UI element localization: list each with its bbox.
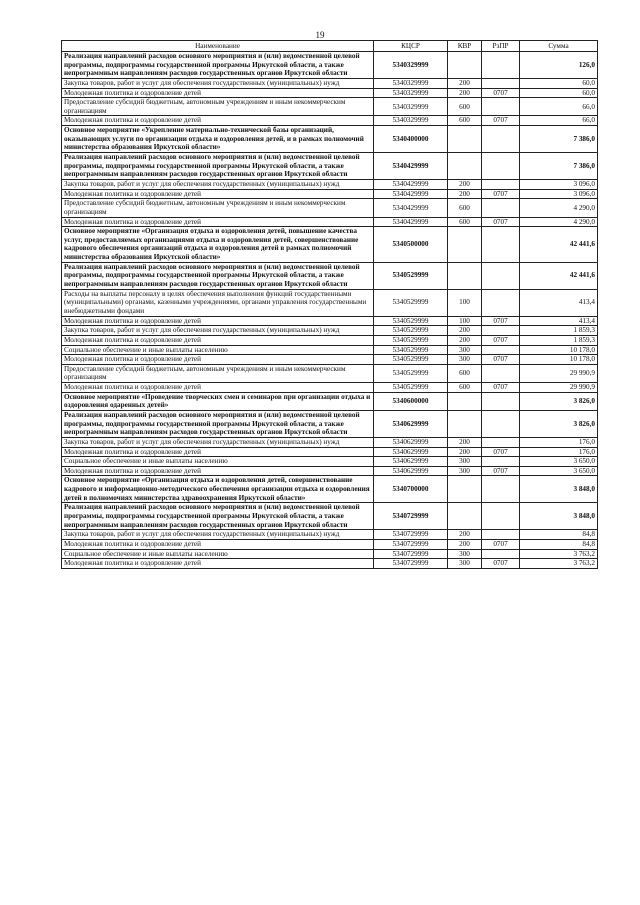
cell-kvr: 200	[448, 335, 482, 345]
cell-kcsr: 5340329999	[374, 78, 448, 88]
cell-name: Молодежная политика и оздоровление детей	[62, 466, 374, 476]
cell-rzpr: 0707	[482, 335, 520, 345]
cell-kvr: 100	[448, 289, 482, 316]
cell-sum: 413,4	[520, 289, 598, 316]
cell-kcsr: 5340729999	[374, 549, 448, 559]
cell-sum: 60,0	[520, 78, 598, 88]
cell-kcsr: 5340529999	[374, 355, 448, 365]
header-name: Наименование	[62, 41, 374, 52]
table-row	[62, 189, 598, 199]
cell-name: Молодежная политика и оздоровление детей	[62, 539, 374, 549]
cell-name: Молодежная политика и оздоровление детей	[62, 116, 374, 126]
table-row	[62, 88, 598, 98]
cell-rzpr	[482, 345, 520, 355]
cell-name: Основное мероприятие «Проведение творческих смен и семинаров при организации отдыха и оздоровления одаренных детей»	[62, 392, 374, 410]
cell-rzpr	[482, 392, 520, 410]
cell-rzpr	[482, 530, 520, 540]
cell-kvr: 200	[448, 189, 482, 199]
cell-kcsr: 5340429999	[374, 217, 448, 227]
cell-kcsr: 5340429999	[374, 199, 448, 217]
cell-sum: 126,0	[520, 52, 598, 79]
cell-sum: 4 290,0	[520, 199, 598, 217]
cell-name: Предоставление субсидий бюджетным, автономным учреждениям и иным некоммерческим организациям	[62, 98, 374, 116]
cell-rzpr: 0707	[482, 559, 520, 569]
cell-kvr: 300	[448, 466, 482, 476]
cell-name: Молодежная политика и оздоровление детей	[62, 335, 374, 345]
cell-kvr: 200	[448, 326, 482, 336]
table-row	[62, 437, 598, 447]
cell-kvr: 600	[448, 383, 482, 393]
table-row	[62, 345, 598, 355]
cell-kcsr: 5340529999	[374, 345, 448, 355]
cell-rzpr: 0707	[482, 217, 520, 227]
cell-rzpr: 0707	[482, 539, 520, 549]
cell-sum: 1 859,3	[520, 335, 598, 345]
header-rzpr: РзПР	[482, 41, 520, 52]
cell-sum: 1 859,3	[520, 326, 598, 336]
cell-kcsr: 5340629999	[374, 410, 448, 437]
cell-kvr: 200	[448, 447, 482, 457]
table-row	[62, 559, 598, 569]
cell-rzpr	[482, 326, 520, 336]
cell-kvr: 600	[448, 364, 482, 382]
cell-sum: 4 290,0	[520, 217, 598, 227]
cell-kcsr: 5340329999	[374, 116, 448, 126]
table-header-row	[62, 41, 598, 52]
table-row	[62, 326, 598, 336]
cell-kvr	[448, 126, 482, 153]
cell-name: Расходы на выплаты персоналу в целях обеспечения выполнения функций государственными (муниципальными) органами, казенными учреждениями, органами управления государственными внебюджетными фондами	[62, 289, 374, 316]
table-row	[62, 289, 598, 316]
cell-sum: 3 096,0	[520, 189, 598, 199]
cell-sum: 84,8	[520, 530, 598, 540]
cell-name: Основное мероприятие «Организация отдыха и оздоровления детей, повышение качества услуг, предоставляемых организациями отдыха и оздоровления детей, совершенствование кадрового обеспечения организаций отдыха и оздоровления детей в рамках полномочий министерства образования Иркутской области»	[62, 227, 374, 263]
cell-sum: 29 990,9	[520, 364, 598, 382]
cell-rzpr	[482, 98, 520, 116]
cell-kvr	[448, 410, 482, 437]
cell-kvr	[448, 503, 482, 530]
cell-kcsr: 5340529999	[374, 262, 448, 289]
cell-rzpr: 0707	[482, 383, 520, 393]
cell-rzpr	[482, 549, 520, 559]
cell-sum: 176,0	[520, 447, 598, 457]
table-row	[62, 539, 598, 549]
cell-name: Реализация направлений расходов основного мероприятия и (или) ведомственной целевой программы, подпрограммы государственной программы Иркутской области, а также непрограммным направлениям расходов государственных органов Иркутской области	[62, 153, 374, 180]
cell-kvr	[448, 262, 482, 289]
cell-sum: 176,0	[520, 437, 598, 447]
table-row	[62, 392, 598, 410]
cell-kcsr: 5340629999	[374, 466, 448, 476]
cell-name: Молодежная политика и оздоровление детей	[62, 217, 374, 227]
cell-kvr	[448, 52, 482, 79]
cell-name: Закупка товаров, работ и услуг для обеспечения государственных (муниципальных) нужд	[62, 530, 374, 540]
cell-kvr	[448, 227, 482, 263]
cell-sum: 66,0	[520, 116, 598, 126]
cell-rzpr	[482, 457, 520, 467]
cell-sum: 29 990,9	[520, 383, 598, 393]
cell-rzpr	[482, 52, 520, 79]
cell-sum: 84,8	[520, 539, 598, 549]
cell-kcsr: 5340600000	[374, 392, 448, 410]
cell-kvr: 200	[448, 530, 482, 540]
cell-kcsr: 5340329999	[374, 98, 448, 116]
cell-rzpr: 0707	[482, 355, 520, 365]
cell-rzpr	[482, 364, 520, 382]
cell-name: Молодежная политика и оздоровление детей	[62, 189, 374, 199]
cell-sum: 60,0	[520, 88, 598, 98]
cell-kcsr: 5340529999	[374, 289, 448, 316]
cell-kcsr: 5340729999	[374, 503, 448, 530]
cell-name: Основное мероприятие «Укрепление материально-технической базы организаций, оказывающих услуги по организации отдыха и оздоровления детей, и в рамках полномочий министерства образования Иркутской области»	[62, 126, 374, 153]
cell-kvr: 300	[448, 559, 482, 569]
cell-kvr: 300	[448, 549, 482, 559]
cell-sum: 3 650,0	[520, 466, 598, 476]
cell-rzpr	[482, 289, 520, 316]
table-row	[62, 335, 598, 345]
table-row	[62, 227, 598, 263]
cell-kcsr: 5340529999	[374, 364, 448, 382]
header-sum: Сумма	[520, 41, 598, 52]
cell-name: Молодежная политика и оздоровление детей	[62, 88, 374, 98]
cell-kvr: 600	[448, 116, 482, 126]
table-row	[62, 447, 598, 457]
cell-kvr	[448, 476, 482, 503]
cell-kcsr: 5340729999	[374, 539, 448, 549]
table-row	[62, 126, 598, 153]
cell-name: Молодежная политика и оздоровление детей	[62, 355, 374, 365]
cell-rzpr	[482, 437, 520, 447]
cell-kvr: 200	[448, 88, 482, 98]
cell-kvr: 300	[448, 457, 482, 467]
cell-sum: 3 826,0	[520, 392, 598, 410]
header-kvr: КВР	[448, 41, 482, 52]
cell-name: Закупка товаров, работ и услуг для обеспечения государственных (муниципальных) нужд	[62, 437, 374, 447]
cell-sum: 3 096,0	[520, 179, 598, 189]
cell-name: Реализация направлений расходов основного мероприятия и (или) ведомственной целевой программы, подпрограммы государственной программы Иркутской области, а также непрограммным направлениям расходов государственных органов Иркутской области	[62, 52, 374, 79]
table-row	[62, 503, 598, 530]
table-row	[62, 383, 598, 393]
table-row	[62, 476, 598, 503]
cell-kcsr: 5340629999	[374, 447, 448, 457]
cell-name: Предоставление субсидий бюджетным, автономным учреждениям и иным некоммерческим организациям	[62, 364, 374, 382]
cell-kcsr: 5340329999	[374, 52, 448, 79]
cell-kvr: 100	[448, 316, 482, 326]
cell-rzpr	[482, 153, 520, 180]
table-row	[62, 262, 598, 289]
cell-rzpr	[482, 262, 520, 289]
cell-kcsr: 5340429999	[374, 179, 448, 189]
cell-kcsr: 5340629999	[374, 457, 448, 467]
cell-sum: 42 441,6	[520, 227, 598, 263]
table-row	[62, 364, 598, 382]
cell-sum: 3 763,2	[520, 549, 598, 559]
cell-kcsr: 5340529999	[374, 383, 448, 393]
page-number: 19	[315, 30, 325, 40]
cell-rzpr	[482, 410, 520, 437]
table-row	[62, 179, 598, 189]
cell-sum: 3 826,0	[520, 410, 598, 437]
cell-kcsr: 5340400000	[374, 126, 448, 153]
table-body	[62, 52, 598, 569]
table-row	[62, 549, 598, 559]
cell-name: Молодежная политика и оздоровление детей	[62, 447, 374, 457]
cell-kvr: 600	[448, 199, 482, 217]
cell-sum: 10 178,0	[520, 345, 598, 355]
cell-kcsr: 5340500000	[374, 227, 448, 263]
cell-name: Социальное обеспечение и иные выплаты населению	[62, 549, 374, 559]
table-row	[62, 355, 598, 365]
budget-table	[61, 40, 598, 569]
cell-name: Социальное обеспечение и иные выплаты населению	[62, 457, 374, 467]
cell-name: Реализация направлений расходов основного мероприятия и (или) ведомственной целевой программы, подпрограммы государственной программы Иркутской области, а также непрограммным направлениям расходов государственных органов Иркутской области	[62, 503, 374, 530]
cell-sum: 3 848,0	[520, 476, 598, 503]
cell-sum: 3 848,0	[520, 503, 598, 530]
cell-kvr: 200	[448, 78, 482, 88]
table-row	[62, 457, 598, 467]
cell-sum: 7 386,0	[520, 126, 598, 153]
cell-kcsr: 5340429999	[374, 189, 448, 199]
cell-rzpr	[482, 503, 520, 530]
table-row	[62, 316, 598, 326]
cell-name: Закупка товаров, работ и услуг для обеспечения государственных (муниципальных) нужд	[62, 78, 374, 88]
cell-sum: 66,0	[520, 98, 598, 116]
table-row	[62, 52, 598, 79]
cell-rzpr: 0707	[482, 447, 520, 457]
cell-rzpr	[482, 78, 520, 88]
cell-name: Закупка товаров, работ и услуг для обеспечения государственных (муниципальных) нужд	[62, 326, 374, 336]
cell-kvr	[448, 153, 482, 180]
cell-name: Реализация направлений расходов основного мероприятия и (или) ведомственной целевой программы, подпрограммы государственной программы Иркутской области, а также непрограммным направлениям расходов государственных органов Иркутской области	[62, 262, 374, 289]
table-row	[62, 116, 598, 126]
cell-kcsr: 5340329999	[374, 88, 448, 98]
cell-rzpr	[482, 227, 520, 263]
table-row	[62, 78, 598, 88]
cell-name: Молодежная политика и оздоровление детей	[62, 559, 374, 569]
cell-kcsr: 5340529999	[374, 326, 448, 336]
table-row	[62, 153, 598, 180]
cell-kvr: 200	[448, 539, 482, 549]
cell-sum: 7 386,0	[520, 153, 598, 180]
cell-kcsr: 5340529999	[374, 316, 448, 326]
cell-kcsr: 5340700000	[374, 476, 448, 503]
cell-name: Закупка товаров, работ и услуг для обеспечения государственных (муниципальных) нужд	[62, 179, 374, 189]
cell-kvr: 200	[448, 437, 482, 447]
cell-kcsr: 5340629999	[374, 437, 448, 447]
cell-kcsr: 5340729999	[374, 530, 448, 540]
cell-name: Молодежная политика и оздоровление детей	[62, 316, 374, 326]
cell-rzpr: 0707	[482, 116, 520, 126]
cell-kvr	[448, 392, 482, 410]
cell-rzpr	[482, 199, 520, 217]
cell-sum: 42 441,6	[520, 262, 598, 289]
table-row	[62, 530, 598, 540]
cell-rzpr	[482, 126, 520, 153]
cell-kvr: 600	[448, 217, 482, 227]
cell-rzpr: 0707	[482, 189, 520, 199]
table-row	[62, 98, 598, 116]
cell-kvr: 300	[448, 345, 482, 355]
cell-rzpr	[482, 476, 520, 503]
table-row	[62, 466, 598, 476]
cell-name: Основное мероприятие «Организация отдыха и оздоровления детей, совершенствование кадрового и информационно-методического обеспечения организации отдыха и оздоровления детей в полномочиях министерства здравоохранения Иркутской области»	[62, 476, 374, 503]
cell-rzpr: 0707	[482, 316, 520, 326]
cell-sum: 3 650,0	[520, 457, 598, 467]
cell-name: Социальное обеспечение и иные выплаты населению	[62, 345, 374, 355]
cell-name: Реализация направлений расходов основного мероприятия и (или) ведомственной целевой программы, подпрограммы государственной программы Иркутской области, а также непрограммным направлениям расходов государственных органов Иркутской области	[62, 410, 374, 437]
cell-kvr: 200	[448, 179, 482, 189]
cell-kcsr: 5340529999	[374, 335, 448, 345]
cell-rzpr	[482, 179, 520, 189]
cell-name: Молодежная политика и оздоровление детей	[62, 383, 374, 393]
cell-sum: 413,4	[520, 316, 598, 326]
cell-kvr: 300	[448, 355, 482, 365]
cell-rzpr: 0707	[482, 88, 520, 98]
cell-kcsr: 5340429999	[374, 153, 448, 180]
table-row	[62, 410, 598, 437]
header-kcsr: КЦСР	[374, 41, 448, 52]
cell-kvr: 600	[448, 98, 482, 116]
cell-sum: 3 763,2	[520, 559, 598, 569]
table-row	[62, 199, 598, 217]
cell-kcsr: 5340729999	[374, 559, 448, 569]
cell-rzpr: 0707	[482, 466, 520, 476]
cell-name: Предоставление субсидий бюджетным, автономным учреждениям и иным некоммерческим организациям	[62, 199, 374, 217]
table-row	[62, 217, 598, 227]
cell-sum: 10 178,0	[520, 355, 598, 365]
